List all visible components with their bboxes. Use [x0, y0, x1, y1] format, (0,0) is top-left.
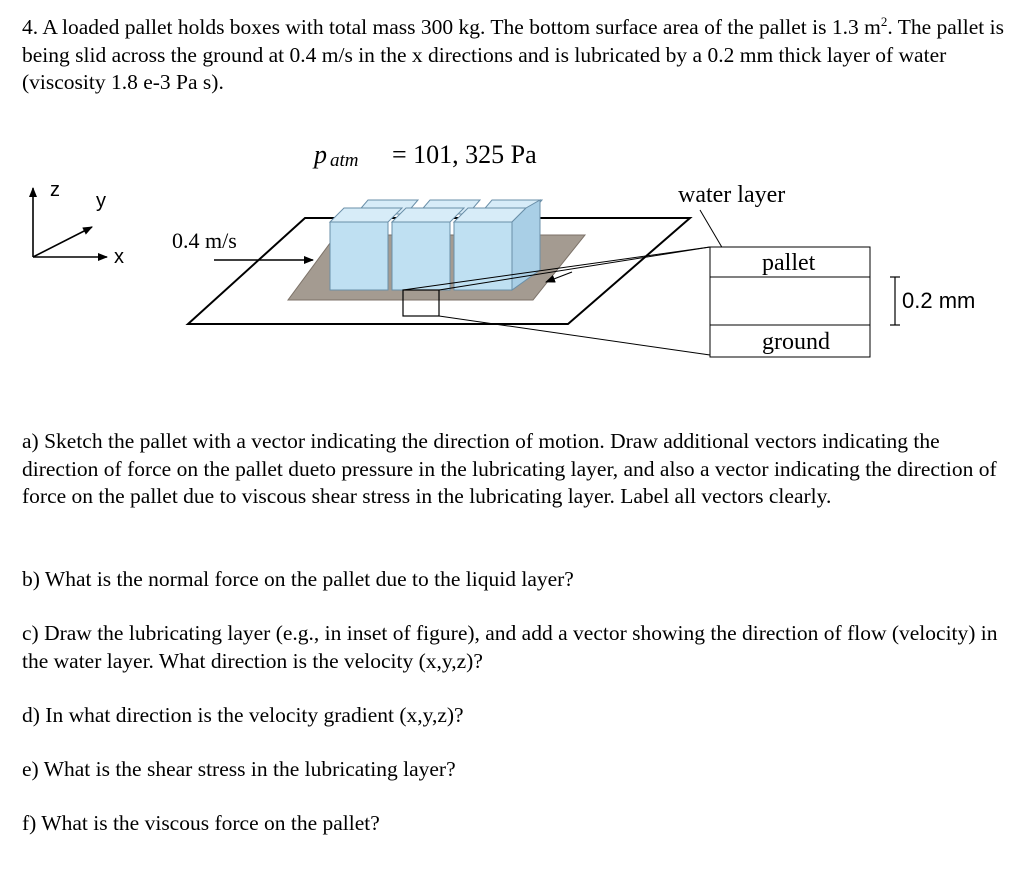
problem-statement — [22, 14, 1007, 97]
pallet-figure — [0, 130, 1024, 370]
axis-y-label: y — [96, 190, 106, 212]
inset-pallet-label: pallet — [762, 250, 816, 276]
axis-triad — [33, 179, 124, 268]
inset-detail — [710, 247, 870, 357]
area-exponent: 2 — [880, 13, 888, 29]
velocity-label: 0.4 m/s — [172, 228, 237, 253]
patm-symbol: p — [314, 140, 327, 169]
water-layer-label: water layer — [678, 182, 786, 208]
axis-z-label: z — [50, 179, 60, 201]
axis-x-label: x — [114, 246, 124, 268]
thickness-bracket — [890, 277, 975, 325]
question-f: f) What is the viscous force on the pallet? — [22, 811, 380, 835]
patm-value: = 101, 325 Pa — [392, 140, 537, 169]
question-a: a) Sketch the pallet with a vector indicating the direction of motion. Draw additional vectors indicating the direction of force on the pallet dueto pressure in the lubricating layer, and also a vector indicating the direction of force on the pallet due to viscous shear stress in the lubricating layer. Label all vectors clearly. — [22, 429, 997, 508]
question-e: e) What is the shear stress in the lubricating layer? — [22, 757, 456, 781]
statement-post-area: . The pallet is being slid across the ground at 0.4 m/s in the x directions and is lubricated by a 0.2 mm thick layer of water (viscosity 1.8 e-3 Pa s). — [22, 15, 1004, 94]
question-c: c) Draw the lubricating layer (e.g., in inset of figure), and add a vector showing the direction of flow (velocity) in the water layer. What direction is the velocity (x,y,z)? — [22, 621, 998, 673]
boxes — [330, 200, 542, 290]
question-b: b) What is the normal force on the pallet due to the liquid layer? — [22, 567, 574, 591]
inset-ground-label: ground — [762, 329, 830, 355]
question-d: d) In what direction is the velocity gradient (x,y,z)? — [22, 703, 464, 727]
thickness-label: 0.2 mm — [902, 288, 976, 313]
patm-subscript: atm — [330, 150, 359, 171]
statement-pre-area: 4. A loaded pallet holds boxes with total mass 300 kg. The bottom surface area of the pallet is 1.3 m — [22, 15, 881, 39]
